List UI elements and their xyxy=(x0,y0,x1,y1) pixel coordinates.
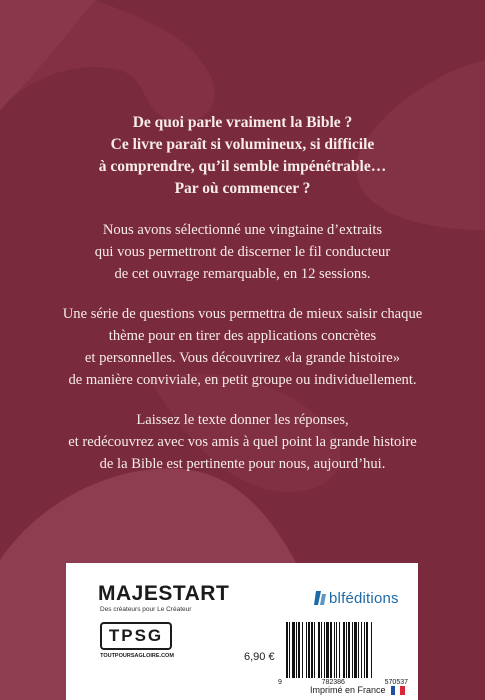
barcode-bar xyxy=(330,622,332,678)
flag-stripe-red xyxy=(400,686,405,695)
barcode-bar xyxy=(343,622,345,678)
barcode-bar xyxy=(366,622,368,678)
barcode-bar xyxy=(302,622,303,678)
tpsg-logo xyxy=(100,622,174,659)
paragraph-line: et redécouvrez avec vos amis à quel point la grande histoire xyxy=(68,434,417,450)
barcode-bar xyxy=(371,622,372,678)
barcode-digit-group: 570537 xyxy=(384,679,408,686)
paragraph-line: et personnelles. Vous découvrirez «la grande histoire» xyxy=(84,350,401,366)
barcode-bar xyxy=(306,622,307,678)
publisher-footer xyxy=(66,563,418,700)
paragraph-line: de la Bible est pertinente pour nous, aujourd’hui. xyxy=(99,456,386,472)
barcode-bar xyxy=(364,622,365,678)
barcode-bar xyxy=(324,622,325,678)
barcode-bar xyxy=(358,622,359,678)
barcode-bar xyxy=(296,622,297,678)
barcode-bar xyxy=(352,622,353,678)
paragraph-line: Nous avons sélectionné une vingtaine d’extraits xyxy=(102,222,383,238)
back-cover-text xyxy=(40,112,445,493)
imprint-text: Imprimé en France xyxy=(310,685,386,695)
barcode-bar xyxy=(321,622,322,678)
paragraph-line: Laissez le texte donner les réponses, xyxy=(136,412,349,428)
blf-mark-icon xyxy=(314,590,326,606)
paragraph-line: qui vous permettront de discerner le fil conducteur xyxy=(94,244,391,260)
barcode-bar xyxy=(318,622,320,678)
barcode-bar xyxy=(361,622,362,678)
barcode-bar xyxy=(336,622,337,678)
barcode-bar xyxy=(311,622,313,678)
paragraph-line: Une série de questions vous permettra de mieux saisir chaque xyxy=(62,306,423,322)
barcode-bar xyxy=(326,622,329,678)
barcode-bar xyxy=(339,622,340,678)
barcode-bar xyxy=(286,622,288,678)
price: 6,90 € xyxy=(244,651,275,663)
barcode-bar xyxy=(348,622,350,678)
france-flag-icon xyxy=(391,686,405,695)
paragraph-line: de cet ouvrage remarquable, en 12 sessions. xyxy=(114,266,371,282)
barcode-bar xyxy=(289,622,290,678)
intro-line: Par où commencer ? xyxy=(174,180,311,197)
intro-questions xyxy=(40,112,445,200)
intro-line: Ce livre paraît si volumineux, si difficile xyxy=(110,136,375,153)
barcode-bar xyxy=(346,622,347,678)
background-blob-left xyxy=(0,0,214,122)
paragraph-conclusion xyxy=(40,409,445,475)
barcode-digit-group: 9 xyxy=(278,679,282,686)
barcode-bar xyxy=(334,622,335,678)
intro-line: à comprendre, qu’il semble impénétrable… xyxy=(98,158,387,175)
barcode-bar xyxy=(314,622,315,678)
barcode-bar xyxy=(354,622,357,678)
blf-logo xyxy=(314,589,399,607)
blf-name: blféditions xyxy=(329,589,399,607)
barcode-bar xyxy=(292,622,295,678)
barcode-bar xyxy=(308,622,310,678)
paragraph-line: de manière conviviale, en petit groupe ou individuellement. xyxy=(68,372,417,388)
barcode-bar xyxy=(298,622,300,678)
imprint xyxy=(310,685,405,695)
paragraph-questions xyxy=(40,303,445,391)
tpsg-site: TOUTPOURSAGLOIRE.COM xyxy=(100,653,174,659)
intro-line: De quoi parle vraiment la Bible ? xyxy=(132,114,353,131)
tpsg-name: TPSG xyxy=(100,622,172,650)
paragraph-selection xyxy=(40,219,445,285)
majestart-logo xyxy=(98,582,230,613)
majestart-name: MAJESTART xyxy=(98,582,230,605)
paragraph-line: thème pour en tirer des applications concrètes xyxy=(108,328,377,344)
majestart-tagline: Des créateurs pour Le Créateur xyxy=(100,606,192,613)
barcode xyxy=(286,622,406,678)
barcode-digit-group: 782386 xyxy=(321,679,345,686)
